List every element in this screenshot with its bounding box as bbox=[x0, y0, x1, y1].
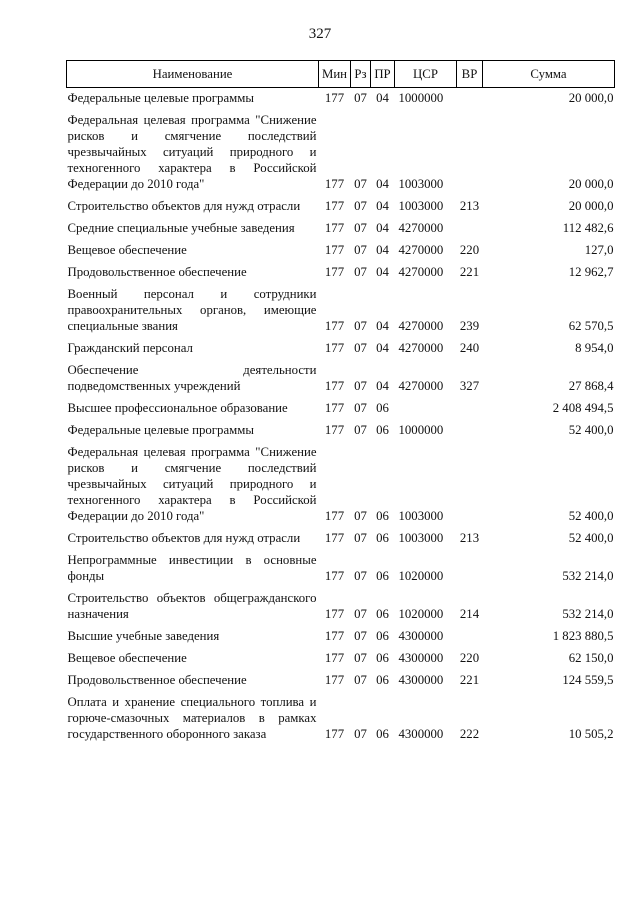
cell-vr bbox=[457, 220, 483, 242]
cell-vr: 240 bbox=[459, 341, 480, 355]
cell-pr: 06 bbox=[376, 629, 389, 643]
cell-pr: 06 bbox=[376, 509, 389, 523]
table-row bbox=[67, 422, 615, 444]
table-row bbox=[67, 400, 615, 422]
cell-csr: 4300000 bbox=[398, 673, 444, 687]
cell-rz: 07 bbox=[354, 673, 367, 687]
cell-sum: 10 505,2 bbox=[568, 727, 614, 741]
cell-name: Средние специальные учебные заведения bbox=[67, 221, 295, 235]
header-rz: Рз bbox=[351, 61, 371, 88]
cell-vr: 239 bbox=[459, 319, 480, 333]
cell-pr: 06 bbox=[376, 727, 389, 741]
cell-sum: 52 400,0 bbox=[568, 423, 614, 437]
cell-min: 177 bbox=[324, 319, 345, 333]
cell-vr: 220 bbox=[459, 243, 480, 257]
cell-pr: 04 bbox=[376, 199, 389, 213]
cell-csr: 1020000 bbox=[398, 607, 444, 621]
cell-pr: 04 bbox=[376, 91, 389, 105]
cell-rz: 07 bbox=[354, 401, 367, 415]
cell-rz: 07 bbox=[354, 243, 367, 257]
cell-sum: 62 150,0 bbox=[568, 651, 614, 665]
cell-vr bbox=[457, 400, 483, 422]
cell-min: 177 bbox=[324, 629, 345, 643]
cell-min: 177 bbox=[324, 509, 345, 523]
cell-min: 177 bbox=[324, 651, 345, 665]
cell-pr: 04 bbox=[376, 379, 389, 393]
header-sum: Сумма bbox=[483, 61, 615, 88]
cell-pr: 06 bbox=[376, 673, 389, 687]
cell-csr: 4270000 bbox=[398, 221, 444, 235]
cell-name: Строительство объектов для нужд отрасли bbox=[67, 531, 301, 545]
cell-name: Обеспечение деятельности подведомственных учреждений bbox=[67, 363, 317, 393]
cell-csr: 1000000 bbox=[398, 423, 444, 437]
table-row bbox=[67, 552, 615, 590]
cell-min: 177 bbox=[324, 673, 345, 687]
cell-csr: 1003000 bbox=[398, 531, 444, 545]
cell-name: Федеральные целевые программы bbox=[67, 423, 254, 437]
cell-pr: 04 bbox=[376, 341, 389, 355]
cell-vr bbox=[457, 88, 483, 113]
cell-rz: 07 bbox=[354, 265, 367, 279]
table-row bbox=[67, 530, 615, 552]
cell-csr: 4270000 bbox=[398, 243, 444, 257]
cell-sum: 12 962,7 bbox=[568, 265, 614, 279]
cell-min: 177 bbox=[324, 177, 345, 191]
cell-pr: 06 bbox=[376, 651, 389, 665]
cell-csr: 1003000 bbox=[398, 199, 444, 213]
cell-rz: 07 bbox=[354, 727, 367, 741]
table-row bbox=[67, 264, 615, 286]
cell-sum: 62 570,5 bbox=[568, 319, 614, 333]
cell-sum: 112 482,6 bbox=[562, 221, 614, 235]
cell-name: Вещевое обеспечение bbox=[67, 243, 187, 257]
cell-csr: 4270000 bbox=[398, 379, 444, 393]
header-pr: ПР bbox=[371, 61, 395, 88]
table-header-row bbox=[67, 61, 615, 88]
cell-name: Строительство объектов общегражданского назначения bbox=[67, 591, 317, 621]
cell-rz: 07 bbox=[354, 221, 367, 235]
cell-rz: 07 bbox=[354, 651, 367, 665]
cell-min: 177 bbox=[324, 569, 345, 583]
cell-rz: 07 bbox=[354, 607, 367, 621]
cell-name: Продовольственное обеспечение bbox=[67, 673, 247, 687]
table-row bbox=[67, 198, 615, 220]
table-body bbox=[67, 88, 615, 749]
table-row bbox=[67, 650, 615, 672]
cell-rz: 07 bbox=[354, 319, 367, 333]
cell-min: 177 bbox=[324, 341, 345, 355]
cell-sum: 27 868,4 bbox=[568, 379, 614, 393]
cell-pr: 06 bbox=[376, 531, 389, 545]
cell-csr bbox=[395, 400, 457, 422]
cell-sum: 8 954,0 bbox=[575, 341, 614, 355]
cell-vr: 221 bbox=[459, 265, 480, 279]
header-name: Наименование bbox=[67, 61, 319, 88]
cell-vr: 214 bbox=[459, 607, 480, 621]
cell-name: Гражданский персонал bbox=[67, 341, 193, 355]
cell-rz: 07 bbox=[354, 379, 367, 393]
cell-pr: 06 bbox=[376, 423, 389, 437]
page-number: 327 bbox=[308, 26, 332, 42]
cell-rz: 07 bbox=[354, 91, 367, 105]
cell-min: 177 bbox=[324, 423, 345, 437]
cell-name: Федеральная целевая программа "Снижение рисков и смягчение последствий чрезвычайных ситуаций природного и техногенного характера в Российской Федерации до 2010 года" bbox=[67, 113, 317, 191]
cell-rz: 07 bbox=[354, 199, 367, 213]
cell-sum: 1 823 880,5 bbox=[552, 629, 614, 643]
cell-pr: 04 bbox=[376, 319, 389, 333]
table-row bbox=[67, 362, 615, 400]
table-row bbox=[67, 286, 615, 340]
cell-vr: 221 bbox=[459, 673, 480, 687]
cell-csr: 4300000 bbox=[398, 629, 444, 643]
cell-name: Строительство объектов для нужд отрасли bbox=[67, 199, 301, 213]
cell-name: Высшее профессиональное образование bbox=[67, 401, 288, 415]
cell-name: Федеральная целевая программа "Снижение рисков и смягчение последствий чрезвычайных ситуаций природного и техногенного характера в Российской Федерации до 2010 года" bbox=[67, 445, 317, 523]
cell-pr: 04 bbox=[376, 221, 389, 235]
cell-csr: 4300000 bbox=[398, 727, 444, 741]
cell-vr bbox=[457, 112, 483, 198]
cell-csr: 4270000 bbox=[398, 341, 444, 355]
cell-rz: 07 bbox=[354, 629, 367, 643]
cell-sum: 20 000,0 bbox=[568, 91, 614, 105]
table-row bbox=[67, 590, 615, 628]
header-min: Мин bbox=[319, 61, 351, 88]
cell-min: 177 bbox=[324, 607, 345, 621]
cell-csr: 1020000 bbox=[398, 569, 444, 583]
cell-csr: 4300000 bbox=[398, 651, 444, 665]
cell-min: 177 bbox=[324, 265, 345, 279]
cell-pr: 06 bbox=[376, 607, 389, 621]
cell-min: 177 bbox=[324, 401, 345, 415]
table-row bbox=[67, 340, 615, 362]
cell-min: 177 bbox=[324, 531, 345, 545]
cell-name: Вещевое обеспечение bbox=[67, 651, 187, 665]
cell-sum: 532 214,0 bbox=[562, 607, 614, 621]
table-row bbox=[67, 672, 615, 694]
table-row bbox=[67, 112, 615, 198]
cell-min: 177 bbox=[324, 221, 345, 235]
table-row bbox=[67, 242, 615, 264]
cell-rz: 07 bbox=[354, 341, 367, 355]
cell-vr bbox=[457, 552, 483, 590]
cell-vr: 222 bbox=[459, 727, 480, 741]
cell-sum: 20 000,0 bbox=[568, 199, 614, 213]
cell-csr: 1003000 bbox=[398, 177, 444, 191]
cell-vr bbox=[457, 422, 483, 444]
cell-min: 177 bbox=[324, 727, 345, 741]
cell-pr: 06 bbox=[376, 569, 389, 583]
cell-name: Продовольственное обеспечение bbox=[67, 265, 247, 279]
cell-csr: 1003000 bbox=[398, 509, 444, 523]
cell-name: Непрограммные инвестиции в основные фонды bbox=[67, 553, 317, 583]
budget-table bbox=[66, 60, 615, 748]
header-vr: ВР bbox=[457, 61, 483, 88]
cell-name: Федеральные целевые программы bbox=[67, 91, 254, 105]
cell-sum: 532 214,0 bbox=[562, 569, 614, 583]
cell-pr: 04 bbox=[376, 265, 389, 279]
cell-name: Военный персонал и сотрудники правоохранительных органов, имеющие специальные звания bbox=[67, 287, 317, 333]
cell-rz: 07 bbox=[354, 423, 367, 437]
cell-rz: 07 bbox=[354, 569, 367, 583]
table-row bbox=[67, 88, 615, 113]
cell-min: 177 bbox=[324, 379, 345, 393]
cell-vr bbox=[457, 628, 483, 650]
table-row bbox=[67, 444, 615, 530]
cell-sum: 52 400,0 bbox=[568, 509, 614, 523]
cell-sum: 20 000,0 bbox=[568, 177, 614, 191]
cell-sum: 2 408 494,5 bbox=[552, 401, 614, 415]
cell-rz: 07 bbox=[354, 509, 367, 523]
cell-pr: 04 bbox=[376, 177, 389, 191]
cell-vr: 327 bbox=[459, 379, 480, 393]
cell-csr: 4270000 bbox=[398, 319, 444, 333]
cell-rz: 07 bbox=[354, 531, 367, 545]
cell-pr: 06 bbox=[376, 401, 389, 415]
cell-min: 177 bbox=[324, 199, 345, 213]
cell-rz: 07 bbox=[354, 177, 367, 191]
cell-name: Оплата и хранение специального топлива и горюче-смазочных материалов в рамках государственного оборонного заказа bbox=[67, 695, 317, 741]
cell-pr: 04 bbox=[376, 243, 389, 257]
cell-csr: 4270000 bbox=[398, 265, 444, 279]
cell-min: 177 bbox=[324, 243, 345, 257]
table-row bbox=[67, 220, 615, 242]
cell-sum: 127,0 bbox=[584, 243, 614, 257]
cell-vr bbox=[457, 444, 483, 530]
cell-vr: 213 bbox=[459, 531, 480, 545]
cell-vr: 220 bbox=[459, 651, 480, 665]
cell-csr: 1000000 bbox=[398, 91, 444, 105]
cell-vr: 213 bbox=[459, 199, 480, 213]
cell-sum: 52 400,0 bbox=[568, 531, 614, 545]
table-row bbox=[67, 628, 615, 650]
table-row bbox=[67, 694, 615, 748]
cell-name: Высшие учебные заведения bbox=[67, 629, 220, 643]
header-csr: ЦСР bbox=[395, 61, 457, 88]
cell-sum: 124 559,5 bbox=[562, 673, 614, 687]
cell-min: 177 bbox=[324, 91, 345, 105]
